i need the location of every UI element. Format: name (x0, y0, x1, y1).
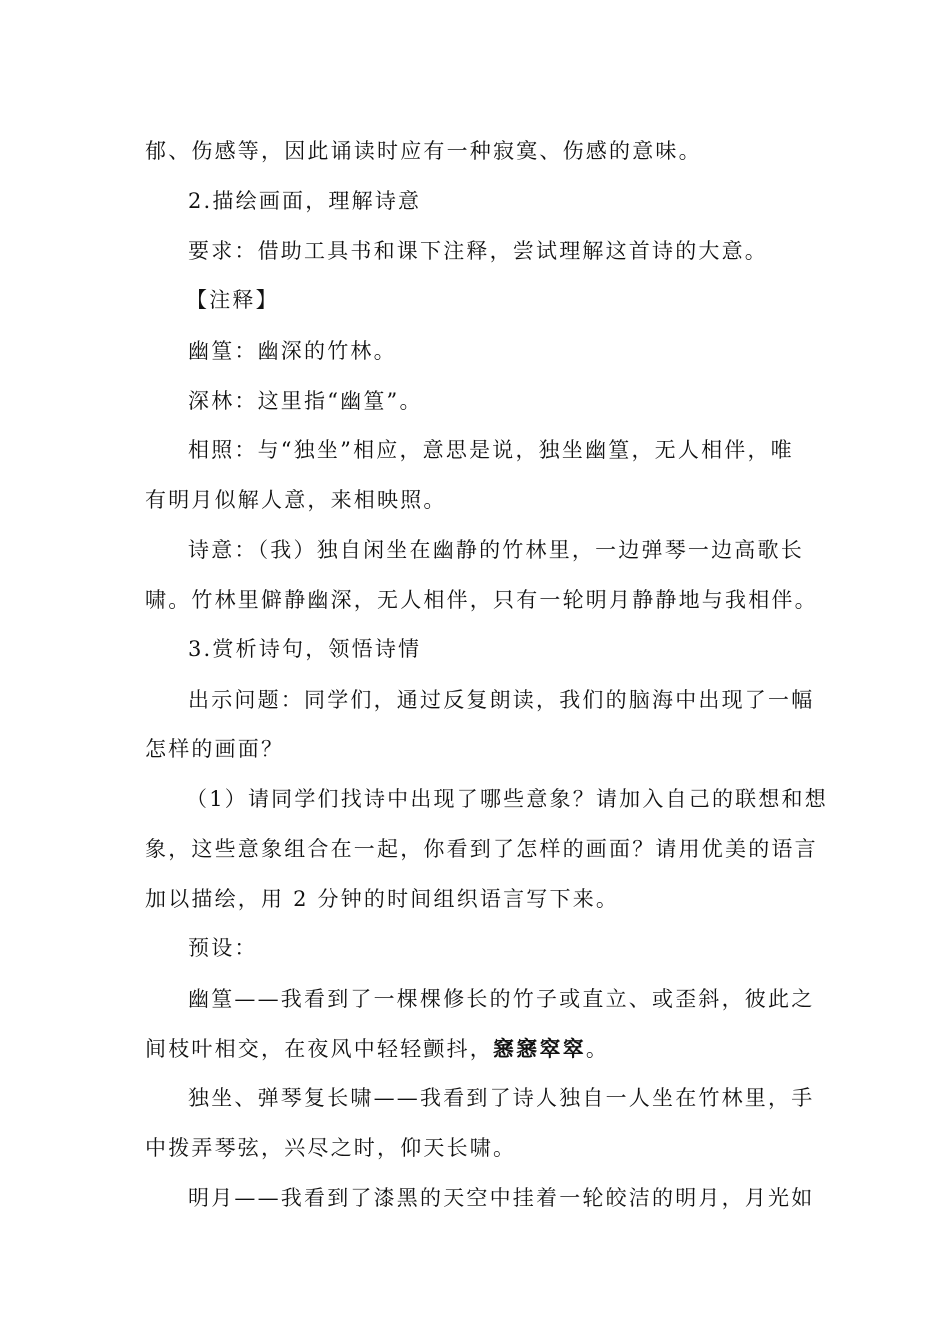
paragraph-line: 幽篁——我看到了一棵棵修长的竹子或直立、或歪斜，彼此之 (188, 987, 815, 1011)
paragraph-line: 出示问题：同学们，通过反复朗读，我们的脑海中出现了一幅 (188, 688, 815, 712)
paragraph-line: 中拨弄琴弦，兴尽之时，仰天长啸。 (145, 1136, 517, 1160)
paragraph-line: 诗意：（我）独自闲坐在幽静的竹林里，一边弹琴一边高歌长 (188, 538, 804, 562)
text-run: 间枝叶相交，在夜风中轻轻颤抖， (145, 1037, 493, 1061)
paragraph-line: 郁、伤感等，因此诵读时应有一种寂寞、伤感的意味。 (145, 139, 702, 163)
paragraph-line: 要求：借助工具书和课下注释，尝试理解这首诗的大意。 (188, 239, 768, 263)
paragraph-line: 啸。竹林里僻静幽深，无人相伴，只有一轮明月静静地与我相伴。 (145, 588, 818, 612)
paragraph-line: 预设： (188, 936, 258, 960)
text-run: 。 (585, 1037, 610, 1061)
paragraph-line: 明月——我看到了漆黑的天空中挂着一轮皎洁的明月，月光如 (188, 1186, 815, 1210)
annotation-line: 幽篁：幽深的竹林。 (188, 339, 397, 363)
paragraph-line: 加以描绘，用 2 分钟的时间组织语言写下来。 (145, 887, 620, 911)
paragraph-line (145, 1034, 609, 1064)
annotation-line: 有明月似解人意，来相映照。 (145, 488, 447, 512)
annotation-line: 相照：与“独坐”相应，意思是说，独坐幽篁，无人相伴，唯 (188, 438, 794, 462)
paragraph-line: （1）请同学们找诗中出现了哪些意象？请加入自己的联想和想 (186, 787, 828, 811)
paragraph-line: 象，这些意象组合在一起，你看到了怎样的画面？请用优美的语言 (145, 837, 818, 861)
section-heading: 3.赏析诗句，领悟诗情 (188, 637, 422, 661)
notes-heading: 【注释】 (186, 288, 279, 312)
annotation-line: 深林：这里指“幽篁”。 (188, 389, 423, 413)
bold-text-run: 窸窸窣窣 (493, 1037, 586, 1061)
section-heading: 2.描绘画面，理解诗意 (188, 189, 422, 213)
paragraph-line: 怎样的画面？ (145, 737, 285, 761)
paragraph-line: 独坐、弹琴复长啸——我看到了诗人独自一人坐在竹林里，手 (188, 1086, 815, 1110)
